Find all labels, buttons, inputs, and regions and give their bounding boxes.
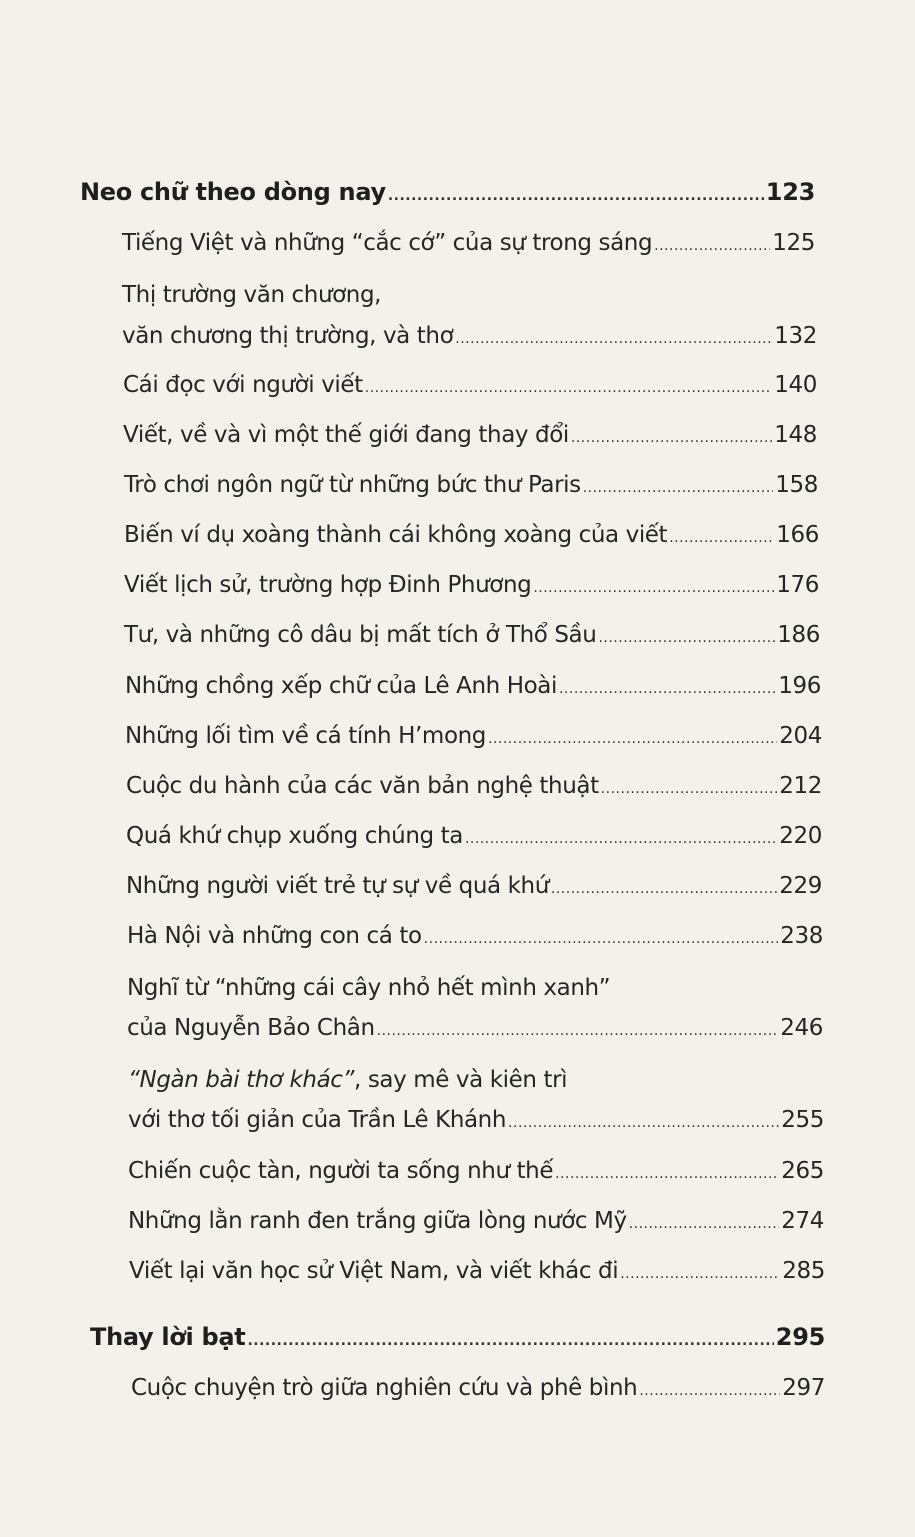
toc-entry xyxy=(131,1375,825,1401)
toc-section-heading xyxy=(90,1323,825,1351)
toc-entry xyxy=(124,572,819,598)
toc-entry xyxy=(128,1158,824,1184)
entry-title: với thơ tối giản của Trần Lê Khánh xyxy=(128,1107,507,1133)
entry-title: Những lằn ranh đen trắng giữa lòng nước Mỹ xyxy=(128,1208,627,1234)
entry-page-number: 148 xyxy=(774,422,817,448)
section-page-number: 123 xyxy=(765,178,815,206)
entry-title: của Nguyễn Bảo Chân xyxy=(127,1015,375,1041)
entry-title: Những lối tìm về cá tính H’mong xyxy=(125,723,486,749)
entry-page-number: 196 xyxy=(778,673,821,699)
entry-page-number: 265 xyxy=(781,1158,824,1184)
leader-dots xyxy=(583,481,774,495)
toc-entry xyxy=(123,422,817,448)
leader-dots xyxy=(377,1024,779,1038)
leader-dots xyxy=(533,581,774,595)
entry-title: Viết lại văn học sử Việt Nam, và viết khác đi xyxy=(129,1258,619,1284)
toc-entry xyxy=(129,1258,825,1284)
leader-dots xyxy=(488,732,777,746)
entry-page-number: 132 xyxy=(774,323,817,349)
leader-dots xyxy=(551,882,777,896)
toc-entry xyxy=(127,1015,823,1041)
entry-page-number: 220 xyxy=(779,823,822,849)
entry-page-number: 212 xyxy=(779,773,822,799)
toc-entry xyxy=(126,823,822,849)
leader-dots xyxy=(598,631,775,645)
leader-dots xyxy=(555,1167,779,1181)
entry-title: văn chương thị trường, và thơ xyxy=(122,323,454,349)
entry-title: Những người viết trẻ tự sự về quá khứ xyxy=(126,873,549,899)
leader-dots xyxy=(629,1217,780,1231)
toc-entry xyxy=(125,723,822,749)
entry-title: Cuộc chuyện trò giữa nghiên cứu và phê bình xyxy=(131,1375,638,1401)
entry-page-number: 176 xyxy=(776,572,819,598)
leader-dots xyxy=(247,1334,773,1348)
section-page-number: 295 xyxy=(775,1323,825,1351)
entry-page-number: 158 xyxy=(775,472,818,498)
entry-title-line1: Nghĩ từ “những cái cây nhỏ hết mình xanh” xyxy=(127,975,611,1001)
toc-entry xyxy=(128,1208,824,1234)
entry-title: Những chồng xếp chữ của Lê Anh Hoài xyxy=(125,673,557,699)
entry-page-number: 204 xyxy=(779,723,822,749)
entry-page-number: 140 xyxy=(774,372,817,398)
entry-title: Cuộc du hành của các văn bản nghệ thuật xyxy=(126,773,599,799)
entry-title: Quá khứ chụp xuống chúng ta xyxy=(126,823,463,849)
leader-dots xyxy=(455,332,772,346)
toc-entry xyxy=(124,472,818,498)
toc-section-heading xyxy=(80,178,815,206)
toc-entry xyxy=(127,923,823,949)
entry-title-line1 xyxy=(128,1067,567,1093)
section-title: Thay lời bạt xyxy=(90,1323,246,1351)
leader-dots xyxy=(465,832,777,846)
section-title: Neo chữ theo dòng nay xyxy=(80,178,386,206)
toc-entry xyxy=(122,323,817,349)
entry-title: Chiến cuộc tàn, người ta sống như thế xyxy=(128,1158,554,1184)
toc-entry xyxy=(128,1107,824,1133)
toc-entry xyxy=(124,522,819,548)
leader-dots xyxy=(571,431,772,445)
leader-dots xyxy=(620,1267,780,1281)
leader-dots xyxy=(639,1384,780,1398)
book-title-italic: “Ngàn bài thơ khác” xyxy=(128,1067,355,1093)
entry-title: Viết, về và vì một thế giới đang thay đổi xyxy=(123,422,569,448)
toc-entry xyxy=(124,622,820,648)
entry-title-rest: , say mê và kiên trì xyxy=(354,1067,568,1093)
entry-page-number: 255 xyxy=(781,1107,824,1133)
entry-page-number: 285 xyxy=(782,1258,825,1284)
leader-dots xyxy=(365,381,773,395)
entry-title: Tiếng Việt và những “cắc cớ” của sự trong sáng xyxy=(122,230,653,256)
leader-dots xyxy=(508,1116,779,1130)
entry-page-number: 246 xyxy=(780,1015,823,1041)
leader-dots xyxy=(559,682,776,696)
entry-title: Tư, và những cô dâu bị mất tích ở Thổ Sầu xyxy=(124,622,597,648)
toc-entry xyxy=(125,673,821,699)
entry-page-number: 274 xyxy=(781,1208,824,1234)
entry-title: Biến ví dụ xoàng thành cái không xoàng của viết xyxy=(124,522,668,548)
toc-entry xyxy=(123,372,817,398)
entry-title: Trò chơi ngôn ngữ từ những bức thư Paris xyxy=(124,472,581,498)
entry-page-number: 238 xyxy=(780,923,823,949)
leader-dots xyxy=(424,932,779,946)
entry-title: Hà Nội và những con cá to xyxy=(127,923,422,949)
entry-page-number: 166 xyxy=(776,522,819,548)
leader-dots xyxy=(388,189,764,203)
toc-entry xyxy=(122,230,815,256)
leader-dots xyxy=(654,239,770,253)
toc-entry xyxy=(126,773,822,799)
entry-page-number: 125 xyxy=(772,230,815,256)
entry-title-line1: Thị trường văn chương, xyxy=(122,282,382,308)
entry-title: Viết lịch sử, trường hợp Đinh Phương xyxy=(124,572,532,598)
toc-entry xyxy=(126,873,822,899)
entry-page-number: 229 xyxy=(779,873,822,899)
entry-page-number: 297 xyxy=(782,1375,825,1401)
entry-title: Cái đọc với người viết xyxy=(123,372,363,398)
leader-dots xyxy=(601,782,778,796)
leader-dots xyxy=(669,531,774,545)
entry-page-number: 186 xyxy=(777,622,820,648)
